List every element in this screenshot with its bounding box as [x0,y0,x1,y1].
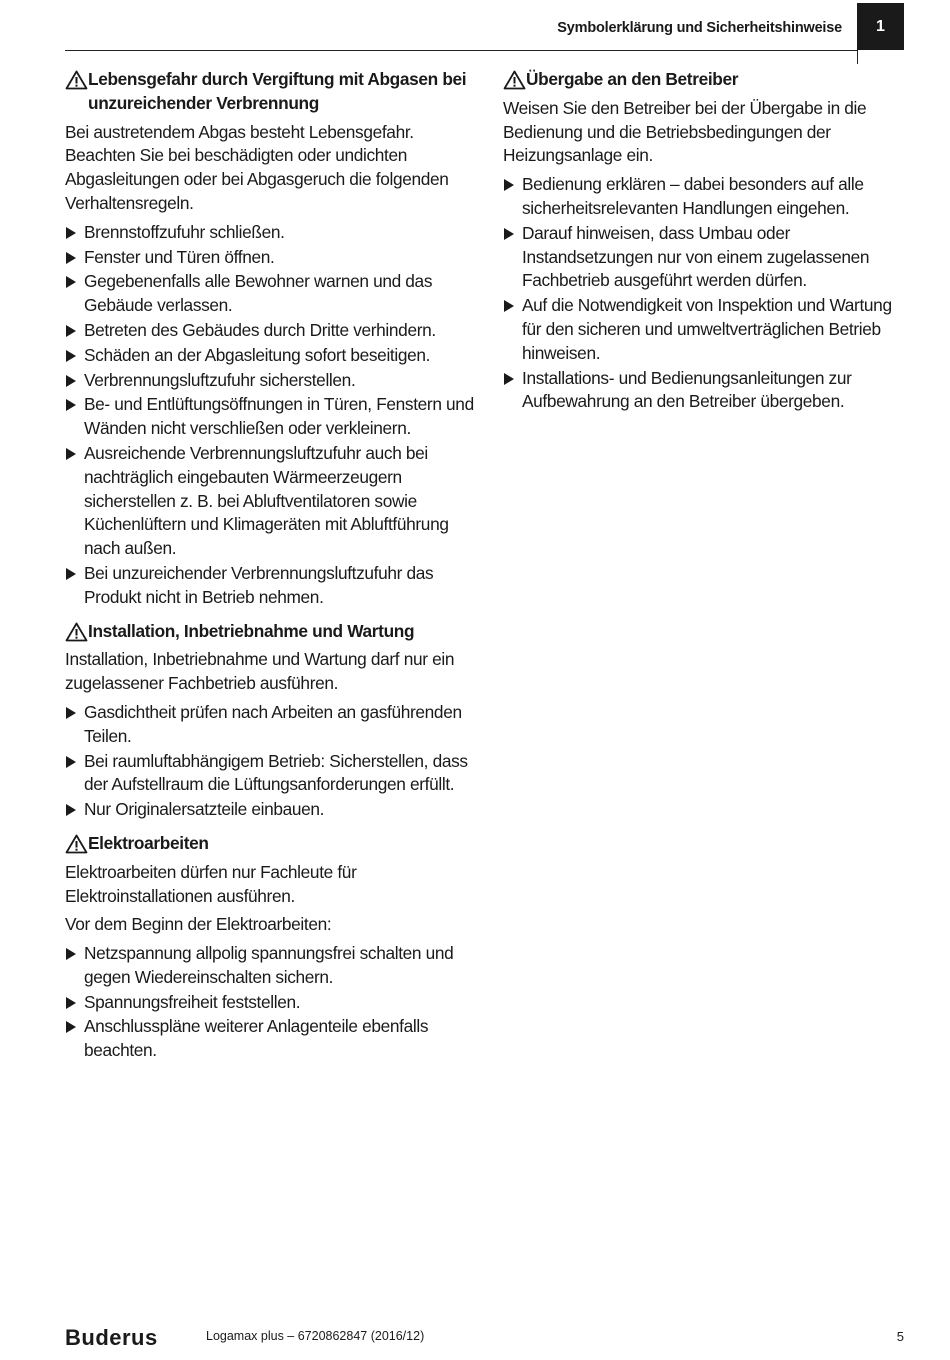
step-arrow-icon [504,300,514,312]
action-step-text: Fenster und Türen öffnen. [84,246,275,267]
section-heading-text: Elektroarbeiten [88,832,209,853]
running-header: Symbolerklärung und Sicherheitshinweise [557,20,842,36]
action-step-text: Betreten des Gebäudes durch Dritte verhindern. [84,319,436,340]
action-step [65,246,475,270]
section-heading-text: Lebensgefahr durch Vergiftung mit Abgasen bei unzureichender Verbrennung [88,69,467,113]
section-heading [503,68,913,92]
action-step-text: Installations- und Bedienungsanleitungen zur Aufbewahrung an den Betreiber übergeben. [522,367,852,412]
step-arrow-icon [66,252,76,264]
action-step-text: Gasdichtheit prüfen nach Arbeiten an gasführenden Teilen. [84,701,462,746]
action-step [65,562,475,610]
action-step-list [65,221,475,610]
step-arrow-icon [66,756,76,768]
header-tick [857,50,858,64]
action-step [65,369,475,393]
step-arrow-icon [504,373,514,385]
action-step-text: Anschlusspläne weiterer Anlagenteile ebenfalls beachten. [84,1016,429,1061]
action-step [65,1015,475,1063]
right-column [503,68,913,424]
section-heading-text: Übergabe an den Betreiber [526,69,739,89]
action-step-text: Nur Originalersatzteile einbauen. [84,799,325,820]
step-arrow-icon [66,350,76,362]
action-step [65,393,475,441]
body-paragraph: Elektroarbeiten dürfen nur Fachleute für Elektroinstallationen ausführen. [65,861,357,906]
document-reference: Logamax plus – 6720862847 (2016/12) [206,1329,425,1343]
warning-section [65,68,475,610]
header-rule [65,50,857,51]
step-arrow-icon [66,948,76,960]
action-step [65,798,475,822]
section-heading-text: Installation, Inbetriebnahme und Wartung [88,620,415,641]
step-arrow-icon [66,1021,76,1033]
action-step [503,222,913,293]
chapter-number-badge: 1 [857,3,904,50]
action-step-list [65,942,475,1063]
brand-logo: Buderus [65,1325,158,1350]
action-step [65,344,475,368]
action-step [503,173,913,221]
step-arrow-icon [66,375,76,387]
warning-section [65,832,475,1063]
action-step-text: Auf die Notwendigkeit von Inspektion und Wartung für den sicheren und umweltverträglichen Betrieb hinweisen. [522,295,892,363]
body-paragraph: Weisen Sie den Betreiber bei der Übergabe in die Bedienung und die Betriebsbedingungen der Heizungsanlage ein. [503,97,867,166]
action-step-list [503,173,913,414]
page-number: 5 [896,1329,904,1344]
step-arrow-icon [66,399,76,411]
step-arrow-icon [504,228,514,240]
action-step [65,319,475,343]
step-arrow-icon [66,227,76,239]
warning-section [65,620,475,822]
action-step [503,367,913,415]
step-arrow-icon [66,568,76,580]
step-arrow-icon [66,997,76,1009]
action-step [65,750,475,798]
action-step-text: Bei raumluftabhängigem Betrieb: Sicherstellen, dass der Aufstellraum die Lüftungsanforderungen erfüllt. [84,750,468,795]
step-arrow-icon [66,707,76,719]
warning-triangle-icon [65,834,88,854]
action-step [65,442,475,561]
action-step [65,991,475,1015]
action-step-text: Netzspannung allpolig spannungsfrei schalten und gegen Wiedereinschalten sichern. [84,943,454,987]
action-step-text: Ausreichende Verbrennungsluftzufuhr auch bei nachträglich eingebauten Wärmeerzeugern sicherstellen z. B. bei Abluftventilatoren sowie Küchenlüftern und Klimageräten mit Abluftführung nach außen. [84,442,449,559]
section-heading [65,832,475,856]
section-heading [65,620,475,644]
action-step [65,221,475,245]
action-step-text: Spannungsfreiheit feststellen. [84,991,301,1012]
step-arrow-icon [66,448,76,460]
action-step [65,942,475,990]
warning-triangle-icon [65,622,88,642]
step-arrow-icon [66,325,76,337]
step-arrow-icon [504,179,514,191]
action-step [65,701,475,749]
warning-section [503,68,913,414]
step-arrow-icon [66,276,76,288]
body-paragraph: Bei austretendem Abgas besteht Lebensgefahr. Beachten Sie bei beschädigten oder undichten Abgasleitungen oder bei Abgasgeruch die folgenden Verhaltensregeln. [65,121,449,213]
step-arrow-icon [66,804,76,816]
warning-triangle-icon [503,70,526,90]
action-step-text: Be- und Entlüftungsöffnungen in Türen, Fenstern und Wänden nicht verschließen oder verkleinern. [84,394,474,439]
action-step-text: Gegebenenfalls alle Bewohner warnen und das Gebäude verlassen. [84,271,433,316]
warning-triangle-icon [65,70,88,90]
action-step-text: Brennstoffzufuhr schließen. [84,221,285,242]
left-column [65,68,475,1073]
section-heading [65,68,475,116]
action-step-text: Schäden an der Abgasleitung sofort beseitigen. [84,344,431,365]
body-paragraph: Installation, Inbetriebnahme und Wartung darf nur ein zugelassener Fachbetrieb ausführen. [65,649,455,694]
action-step [65,270,475,318]
action-step-text: Darauf hinweisen, dass Umbau oder Instandsetzungen nur von einem zugelassenen Fachbetrieb ausgeführt werden dürfen. [522,222,870,291]
action-step-text: Bei unzureichender Verbrennungsluftzufuhr das Produkt nicht in Betrieb nehmen. [84,562,434,607]
action-step [503,294,913,365]
body-paragraph: Vor dem Beginn der Elektroarbeiten: [65,914,332,935]
action-step-text: Verbrennungsluftzufuhr sicherstellen. [84,369,356,390]
action-step-text: Bedienung erklären – dabei besonders auf alle sicherheitsrelevanten Handlungen eingehen. [522,174,864,218]
action-step-list [65,701,475,822]
